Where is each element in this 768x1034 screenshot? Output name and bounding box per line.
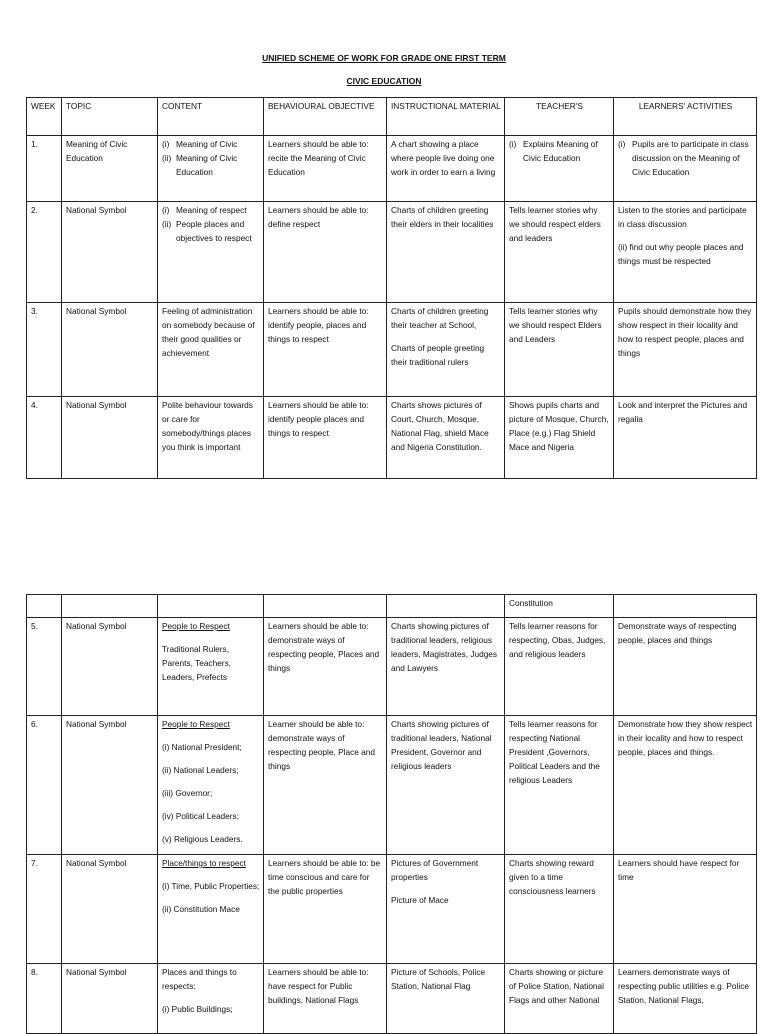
teacher-cell: Shows pupils charts and picture of Mosque, Church, Place (e.g.) Flag Shield Mace and Nigeria	[505, 397, 614, 479]
week-cell: 8.	[27, 964, 62, 1034]
content-cell	[158, 716, 264, 855]
table-row	[27, 303, 757, 397]
header-teacher: TEACHER'S	[505, 98, 614, 136]
header-learners: LEARNERS' ACTIVITIES	[614, 98, 757, 136]
teacher-cell: Tells learner reasons for respecting, Obas, Judges, and religious leaders	[505, 618, 614, 716]
objective-cell: Learners should be able to: define respect	[264, 202, 387, 303]
material-cell: A chart showing a place where people live doing one work in order to earn a living	[387, 136, 505, 202]
teacher-cell	[505, 136, 614, 202]
teacher-cell: Tells learner stories why we should respect Elders and Leaders	[505, 303, 614, 397]
material-cell: Charts showing pictures of traditional leaders, National President, Governor and religious leaders	[387, 716, 505, 855]
document-title: UNIFIED SCHEME OF WORK FOR GRADE ONE FIRST TERM	[262, 53, 506, 63]
list-text: Places and things to respects:	[162, 967, 237, 991]
objective-cell: Learners should be able to: identify people, places and things to respect	[264, 303, 387, 397]
topic-cell: National Symbol	[62, 716, 158, 855]
list-text: Pictures of Government properties	[391, 858, 479, 882]
objective-cell: Learners should be able to: have respect for Public buildings, National Flags	[264, 964, 387, 1034]
list-text: People places and objectives to respect	[176, 219, 252, 243]
learners-cell: Learners should have respect for time	[614, 855, 757, 964]
teacher-cell: Tells learner reasons for respecting National President ,Governors, Political Leaders and the religious Leaders	[505, 716, 614, 855]
week-cell: 1.	[27, 136, 62, 202]
table-row	[27, 716, 757, 855]
list-text: (v) Religious Leaders.	[162, 834, 243, 844]
teacher-cell: Constitution	[505, 595, 614, 618]
content-cell	[158, 964, 264, 1034]
list-text: Traditional Rulers, Parents, Teachers, Leaders, Prefects	[162, 644, 232, 682]
material-cell	[387, 855, 505, 964]
list-text: (i) Time, Public Properties;	[162, 881, 260, 891]
objective-cell: Learners should be able to: recite the Meaning of Civic Education	[264, 136, 387, 202]
list-text: (iv) Political Leaders;	[162, 811, 240, 821]
teacher-cell: Charts showing or picture of Police Station, National Flags and other National	[505, 964, 614, 1034]
header-topic: TOPIC	[62, 98, 158, 136]
header-content: CONTENT	[158, 98, 264, 136]
list-text: Charts of people greeting their traditional rulers	[391, 343, 485, 367]
table-row	[27, 618, 757, 716]
list-text: Meaning of respect	[176, 205, 247, 215]
teacher-cell: Charts showing reward given to a time consciousness learners	[505, 855, 614, 964]
material-cell: Charts showing pictures of traditional leaders, religious leaders, Magistrates, Judges and Lawyers	[387, 618, 505, 716]
list-text: Listen to the stories and participate in class discussion	[618, 205, 747, 229]
material-cell: Charts shows pictures of Court, Church, Mosque, National Flag, shield Mace and Nigeria Constitution.	[387, 397, 505, 479]
list-text: (ii) National Leaders;	[162, 765, 239, 775]
content-cell: Polite behaviour towards or care for somebody/things places you think is important	[158, 397, 264, 479]
material-cell: Charts of children greeting their elders in their localities	[387, 202, 505, 303]
topic-cell: National Symbol	[62, 855, 158, 964]
learners-cell	[614, 136, 757, 202]
topic-cell: Meaning of Civic Education	[62, 136, 158, 202]
list-text: Pupils are to participate in class discussion on the Meaning of Civic Education	[632, 139, 749, 177]
topic-cell: National Symbol	[62, 618, 158, 716]
list-text: (ii) find out why people places and things must be respected	[618, 242, 744, 266]
learners-cell: Demonstrate how they show respect in their locality and how to respect people, places and things.	[614, 716, 757, 855]
learners-cell: Demonstrate ways of respecting people, places and things	[614, 618, 757, 716]
list-marker: (ii)	[162, 219, 172, 229]
topic-cell: National Symbol	[62, 303, 158, 397]
header-objective: BEHAVIOURAL OBJECTIVE	[264, 98, 387, 136]
table-row	[27, 595, 757, 618]
content-cell	[158, 202, 264, 303]
table-row	[27, 136, 757, 202]
content-heading: People to Respect	[162, 719, 230, 729]
table-header-row	[27, 98, 757, 136]
week-cell: 7.	[27, 855, 62, 964]
objective-cell: Learner should be able to: demonstrate ways of respecting people, Place and things	[264, 716, 387, 855]
learners-cell	[614, 202, 757, 303]
content-cell	[158, 136, 264, 202]
week-cell: 2.	[27, 202, 62, 303]
scheme-table-page-2	[26, 594, 757, 1034]
week-cell: 5.	[27, 618, 62, 716]
objective-cell: Learners should be able to: be time conscious and care for the public properties	[264, 855, 387, 964]
table-row	[27, 202, 757, 303]
list-marker: (i)	[509, 139, 517, 149]
list-text: (i) Public Buildings;	[162, 1004, 233, 1014]
list-text: Picture of Mace	[391, 895, 449, 905]
scheme-table-page-1	[26, 97, 757, 479]
list-text: Meaning of Civic Education	[176, 153, 238, 177]
learners-cell: Pupils should demonstrate how they show respect in their locality and how to respect people, places and things	[614, 303, 757, 397]
content-heading: Place/things to respect	[162, 858, 246, 868]
subject-title: CIVIC EDUCATION	[346, 76, 422, 86]
topic-cell: National Symbol	[62, 202, 158, 303]
learners-cell: Learners demonstrate ways of respecting public utilities e.g. Police Station, National Flags,	[614, 964, 757, 1034]
content-cell	[158, 855, 264, 964]
content-cell: Feeling of administration on somebody because of their good qualities or achievement	[158, 303, 264, 397]
table-row	[27, 855, 757, 964]
content-heading: People to Respect	[162, 621, 230, 631]
list-text: Explains Meaning of Civic Education	[523, 139, 598, 163]
header-week: WEEK	[27, 98, 62, 136]
content-cell	[158, 618, 264, 716]
list-marker: (i)	[618, 139, 626, 149]
objective-cell: Learners should be able to: demonstrate ways of respecting people, Places and things	[264, 618, 387, 716]
list-text: (iii) Governor;	[162, 788, 213, 798]
material-cell	[387, 303, 505, 397]
objective-cell: Learners should be able to: identify people places and things to respect	[264, 397, 387, 479]
week-cell: 3.	[27, 303, 62, 397]
header-material: INSTRUCTIONAL MATERIAL	[387, 98, 505, 136]
topic-cell: National Symbol	[62, 397, 158, 479]
learners-cell: Look and interpret the Pictures and regalia	[614, 397, 757, 479]
list-text: Charts of children greeting their teacher at School,	[391, 306, 489, 330]
list-text: Meaning of Civic	[176, 139, 238, 149]
table-row	[27, 397, 757, 479]
week-cell: 6.	[27, 716, 62, 855]
list-marker: (i)	[162, 139, 170, 149]
list-text: (i) National President;	[162, 742, 242, 752]
material-cell: Picture of Schools, Police Station, National Flag	[387, 964, 505, 1034]
list-marker: (ii)	[162, 153, 172, 163]
topic-cell: National Symbol	[62, 964, 158, 1034]
list-text: (ii) Constitution Mace	[162, 904, 240, 914]
teacher-cell: Tells learner stories why we should respect elders and leaders	[505, 202, 614, 303]
list-marker: (i)	[162, 205, 170, 215]
week-cell: 4.	[27, 397, 62, 479]
table-row	[27, 964, 757, 1034]
